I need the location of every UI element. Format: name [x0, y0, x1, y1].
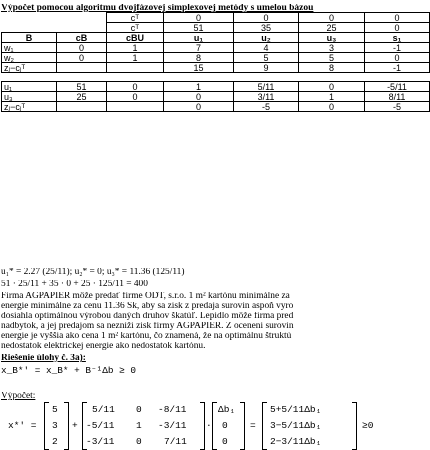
cell-u1: 0: [164, 102, 234, 112]
vector-x-entry: 3: [52, 420, 58, 431]
col-header-s1: s₁: [365, 33, 430, 43]
delta-b-entry: 0: [222, 420, 228, 431]
cell-cb: [57, 63, 107, 73]
cell-s1: 8/11: [365, 92, 430, 102]
calculation-heading: Výpočet:: [1, 392, 36, 401]
cell-s1: -5/11: [365, 82, 430, 92]
cell-u3: 0: [299, 82, 365, 92]
matrix-cell: 5/11: [92, 404, 115, 415]
cell-basis: u₃: [2, 92, 57, 102]
ct-value: 0: [234, 13, 299, 23]
matrix-cell: 7/11: [164, 436, 187, 447]
paragraph-line: energie je vyššia ako cena 1 m² kartónu, čo znamená, že na optimálnu štruktú: [1, 332, 292, 341]
table-row: [2, 102, 430, 112]
delta-b-entry: 0: [222, 436, 228, 447]
bracket-left: [262, 402, 267, 450]
cell-u3: 8: [299, 63, 365, 73]
table-row: [2, 63, 430, 73]
page-heading: Výpočet pomocou algoritmu dvojfázovej simplexovej metódy s umelou bázou: [1, 4, 314, 13]
delta-b-entry: Δb₁: [218, 404, 236, 415]
vector-x-entry: 2: [52, 436, 58, 447]
table-gap-row: [2, 73, 430, 82]
cell-u2: -5: [234, 102, 299, 112]
ct2-value: 51: [164, 23, 234, 33]
dot-operator: ·: [206, 420, 212, 431]
cell-s1: -1: [365, 63, 430, 73]
cell-s1: -5: [365, 102, 430, 112]
cell-cbu: 1: [107, 43, 164, 53]
formula-line: x_B*' = x_B* + B⁻¹Δb ≥ 0: [1, 366, 137, 375]
col-header-cbu: cBU: [107, 33, 164, 43]
matrix-cell: 1: [136, 420, 142, 431]
matrix-cell: 0: [136, 404, 142, 415]
ct-value: 0: [299, 13, 365, 23]
task-heading: Riešenie úlohy č. 3a):: [1, 354, 86, 363]
cell-basis: w₁: [2, 43, 57, 53]
simplex-table: [1, 12, 430, 112]
cell-u3: 0: [299, 102, 365, 112]
cell-cbu: 0: [107, 82, 164, 92]
cell-cb: 25: [57, 92, 107, 102]
cell-u2: 5: [234, 53, 299, 63]
result-entry: 2−3/11Δb₁: [270, 436, 322, 447]
result-entry: 3−5/11Δb₁: [270, 420, 322, 431]
matrix-cell: -3/11: [86, 436, 115, 447]
bracket-right: [240, 402, 245, 450]
matrix-cell: 0: [136, 436, 142, 447]
paragraph-line: dosiahla optimálnou výrobou daných druhov škatúľ. Lepidlo môže firma pred: [1, 312, 294, 321]
ct2-label: cᵀ: [107, 23, 164, 33]
cell-u2: 5/11: [234, 82, 299, 92]
ct-row-2: [2, 23, 430, 33]
cell-u1: 8: [164, 53, 234, 63]
cell-u3: 5: [299, 53, 365, 63]
table-row: [2, 82, 430, 92]
cell-u2: 9: [234, 63, 299, 73]
result-entry: 5+5/11Δb₁: [270, 404, 322, 415]
bracket-left: [44, 402, 49, 450]
table-row: [2, 43, 430, 53]
paragraph-line: nadbytok, a jej predajom sa nezníži zisk firmy AGPAPIER. Z ocenení surovín: [1, 322, 294, 331]
ct2-value: 35: [234, 23, 299, 33]
col-header-u2: u₂: [234, 33, 299, 43]
cell-u1: 7: [164, 43, 234, 53]
cell-u2: 4: [234, 43, 299, 53]
cell-cbu: [107, 102, 164, 112]
cell-u3: 3: [299, 43, 365, 53]
objective-value-line: 51 · 25/11 + 35 · 0 + 25 · 125/11 = 400: [1, 280, 148, 289]
bracket-right: [200, 402, 205, 450]
bracket-right: [64, 402, 69, 450]
cell-basis: zⱼ−cⱼᵀ: [2, 63, 57, 73]
table-row: [2, 92, 430, 102]
cell-u1: 0: [164, 92, 234, 102]
paragraph-line: Firma AGPAPIER môže predať firme ODT, s.r.o. 1 m² kartónu minimálne za: [1, 292, 290, 301]
cell-basis: w₂: [2, 53, 57, 63]
ct-label: cᵀ: [107, 13, 164, 23]
cell-cbu: 0: [107, 92, 164, 102]
cell-s1: 0: [365, 53, 430, 63]
cell-u3: 1: [299, 92, 365, 102]
col-header-u3: u₃: [299, 33, 365, 43]
ct-row-1: [2, 13, 430, 23]
matrix-cell: -8/11: [158, 404, 187, 415]
paragraph-line: nedostatok elektrickej energie ako nedostatok kartónu.: [1, 342, 206, 351]
table-row: [2, 53, 430, 63]
cell-u1: 15: [164, 63, 234, 73]
plus-sign: +: [72, 420, 78, 431]
vector-x-entry: 5: [52, 404, 58, 415]
col-header-u1: u₁: [164, 33, 234, 43]
optimal-solution-line: u₁* = 2.27 (25/11); u₂* = 0; u₃* = 11.36 (125/11): [1, 268, 185, 277]
ct2-value: 25: [299, 23, 365, 33]
col-header-cb: cB: [57, 33, 107, 43]
cell-basis: u₁: [2, 82, 57, 92]
matrix-cell: -3/11: [158, 420, 187, 431]
cell-u1: 1: [164, 82, 234, 92]
matrix-lhs: x*' =: [8, 420, 37, 431]
cell-cbu: 1: [107, 53, 164, 63]
nonnegative-sign: ≥0: [362, 420, 374, 431]
bracket-left: [212, 402, 217, 450]
bracket-right: [352, 402, 357, 450]
cell-cb: 0: [57, 43, 107, 53]
matrix-cell: -5/11: [86, 420, 115, 431]
cell-cb: [57, 102, 107, 112]
ct2-value: 0: [365, 23, 430, 33]
cell-basis: zⱼ−cⱼᵀ: [2, 102, 57, 112]
equals-sign: =: [250, 420, 256, 431]
col-header-b: B: [2, 33, 57, 43]
column-header-row: [2, 33, 430, 43]
ct-value: 0: [164, 13, 234, 23]
cell-cb: 51: [57, 82, 107, 92]
cell-s1: -1: [365, 43, 430, 53]
cell-u2: 3/11: [234, 92, 299, 102]
paragraph-line: energie minimálne za cenu 11.36 Sk, aby sa zisk z predaja surovín aspoň vyro: [1, 302, 294, 311]
ct-value: 0: [365, 13, 430, 23]
cell-cb: 0: [57, 53, 107, 63]
cell-cbu: [107, 63, 164, 73]
